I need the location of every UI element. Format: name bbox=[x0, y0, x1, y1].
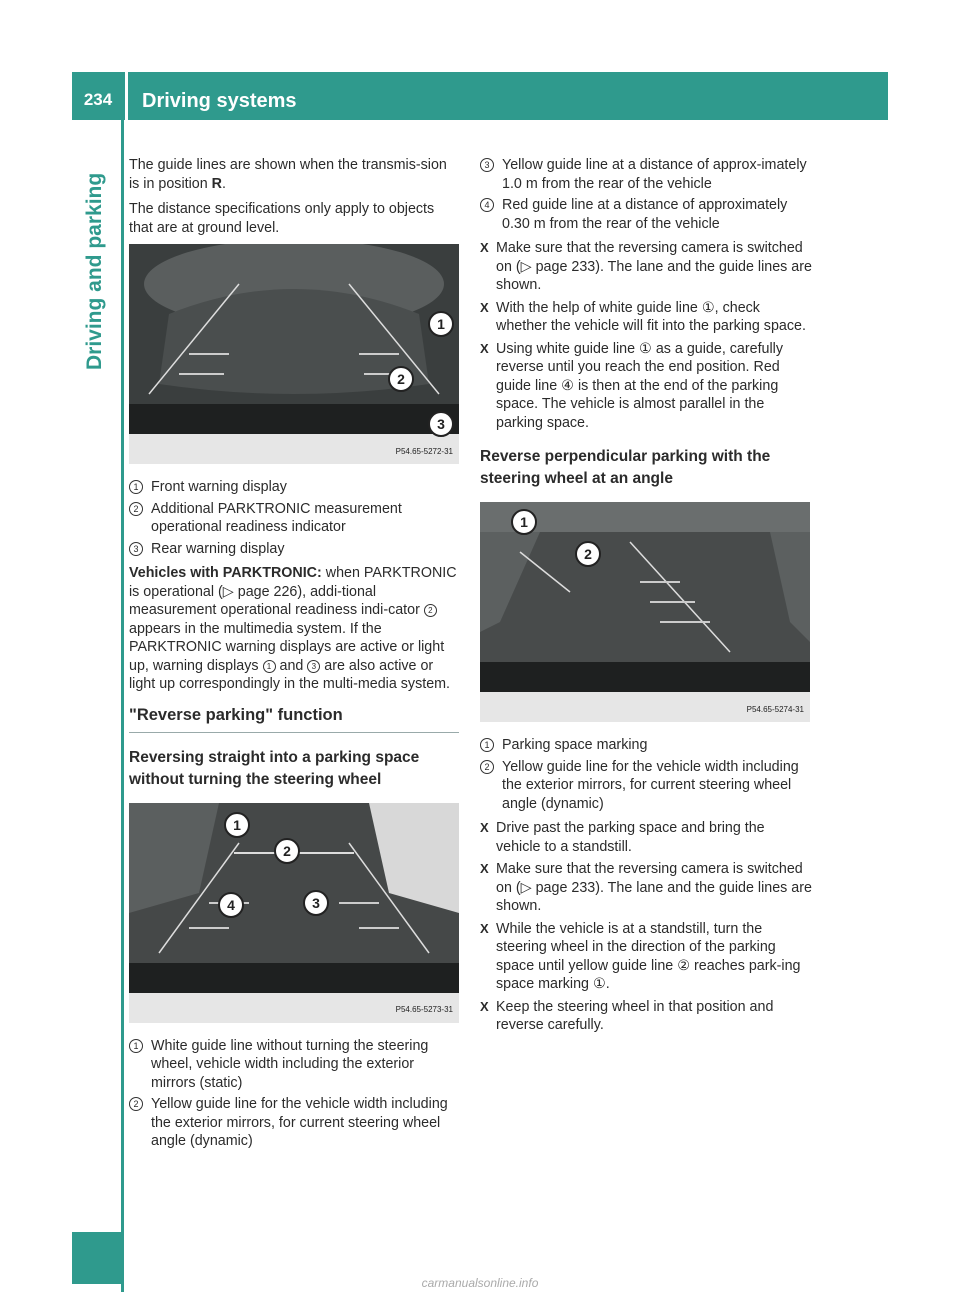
right-column bbox=[480, 156, 812, 1039]
legend-text: Rear warning display bbox=[151, 540, 285, 557]
callout-2: 2 bbox=[584, 546, 592, 562]
legend-list-2 bbox=[129, 1037, 459, 1151]
legend-number: 2 bbox=[129, 1097, 143, 1111]
camera-image-2 bbox=[129, 803, 459, 1023]
subsection-title: Reverse perpendicular parking with the steering wheel at an angle bbox=[480, 448, 771, 487]
legend-item bbox=[129, 540, 459, 559]
page-number: 234 bbox=[83, 90, 113, 109]
gear-position: R bbox=[211, 175, 222, 192]
intro-paragraph: The guide lines are shown when the transmis-sion is in position R. bbox=[129, 157, 447, 192]
parktronic-label: Vehicles with PARKTRONIC: bbox=[129, 565, 322, 581]
legend-item bbox=[129, 1095, 459, 1151]
callout-3: 3 bbox=[312, 894, 320, 911]
instruction-step: X Keep the steering wheel in that position and reverse carefully. bbox=[480, 998, 812, 1035]
figure-code: P54.65-5273-31 bbox=[395, 1005, 453, 1014]
callout-3: 3 bbox=[437, 416, 445, 432]
parktronic-text-d: and bbox=[275, 657, 308, 674]
legend-number: 3 bbox=[129, 542, 143, 556]
inline-callout-3: 3 bbox=[307, 660, 320, 673]
callout-1: 1 bbox=[520, 514, 528, 530]
section-title: "Reverse parking" function bbox=[129, 704, 459, 733]
legend-item bbox=[480, 156, 812, 193]
instruction-step: X With the help of white guide line ①, check whether the vehicle will fit into the parking space. bbox=[480, 299, 812, 336]
camera-image-3 bbox=[480, 502, 810, 722]
figure-code: P54.65-5274-31 bbox=[746, 704, 804, 714]
legend-text: Yellow guide line for the vehicle width including the exterior mirrors, for current steering wheel angle (dynamic) bbox=[151, 1096, 448, 1149]
legend-item bbox=[129, 478, 459, 497]
parktronic-text-b: page 226), addi-tional measurement operational readiness indi-cator bbox=[129, 583, 424, 618]
instruction-step: X Using white guide line ① as a guide, carefully reverse until you reach the end position. Red guide line ④ is then at the end of the parking space. The vehicle is almost parallel in the parking space. bbox=[480, 340, 812, 433]
instruction-step: X Drive past the parking space and bring the vehicle to a standstill. bbox=[480, 819, 812, 856]
legend-text: Yellow guide line for the vehicle width including the exterior mirrors, for current steering wheel angle (dynamic) bbox=[502, 758, 799, 812]
callout-2: 2 bbox=[397, 371, 405, 387]
steps-list-2 bbox=[480, 819, 812, 1035]
subsection-title: Reversing straight into a parking space without turning the steering wheel bbox=[129, 748, 420, 788]
legend-item bbox=[480, 736, 812, 755]
instruction-step: X While the vehicle is at a standstill, turn the steering wheel in the direction of the parking space until yellow guide line ② reaches park-ing space marking ①. bbox=[480, 920, 812, 994]
legend-item bbox=[480, 758, 812, 814]
legend-number: 2 bbox=[480, 760, 494, 774]
instruction-step: X Make sure that the reversing camera is switched on (▷ page 233). The lane and the guide lines are shown. bbox=[480, 239, 812, 295]
legend-number: 2 bbox=[129, 502, 143, 516]
figure-code: P54.65-5272-31 bbox=[395, 446, 453, 456]
header-divider bbox=[125, 72, 128, 120]
parktronic-text-c: appears in the multimedia system. If the PARKTRONIC warning displays are active or light up, warning displays bbox=[129, 620, 445, 674]
inline-callout-2: 2 bbox=[424, 604, 437, 617]
legend-text: Additional PARKTRONIC measurement operational readiness indicator bbox=[151, 500, 402, 535]
watermark-footer: carmanualsonline.info bbox=[421, 1276, 539, 1290]
parktronic-text-a: when PARKTRONIC is operational ( bbox=[129, 565, 457, 600]
legend-list-3 bbox=[480, 736, 812, 813]
camera-image-1 bbox=[129, 244, 459, 464]
legend-item bbox=[480, 196, 812, 233]
legend-number: 1 bbox=[129, 1039, 143, 1053]
legend-number: 4 bbox=[480, 198, 494, 212]
inline-callout-1: 1 bbox=[263, 660, 276, 673]
legend-text: Red guide line at a distance of approximately 0.30 m from the rear of the vehicle bbox=[502, 197, 788, 232]
legend-item bbox=[129, 500, 459, 537]
side-chapter-text: Driving and parking bbox=[83, 172, 106, 370]
callout-1: 1 bbox=[233, 816, 241, 833]
instruction-step: X Make sure that the reversing camera is switched on (▷ page 233). The lane and the guide lines are shown. bbox=[480, 860, 812, 916]
left-column bbox=[129, 156, 459, 1154]
legend-text: Yellow guide line at a distance of approx-imately 1.0 m from the rear of the vehicle bbox=[502, 157, 807, 192]
parktronic-text-e: are also active or light up correspondingly in the multi-media system. bbox=[129, 657, 451, 692]
legend-list-1 bbox=[129, 478, 459, 558]
callout-4: 4 bbox=[227, 896, 235, 913]
legend-number: 1 bbox=[480, 738, 494, 752]
callout-1: 1 bbox=[437, 316, 445, 332]
callout-2: 2 bbox=[283, 842, 291, 859]
steps-list-1 bbox=[480, 239, 812, 432]
legend-item bbox=[129, 1037, 459, 1093]
parktronic-paragraph: Vehicles with PARKTRONIC: when PARKTRONIC is operational (▷ page 226), addi-tional measurement operational readiness indi-cator 2 appears in the multimedia system. If the PARKTRONIC warning displays are active or light up, warning displays 1 and 3 are also active or light up correspondingly in the multi-media system. bbox=[129, 565, 457, 692]
legend-number: 1 bbox=[129, 480, 143, 494]
legend-list-1-continued bbox=[480, 156, 812, 233]
legend-text: Front warning display bbox=[151, 479, 287, 495]
legend-number: 3 bbox=[480, 158, 494, 172]
legend-text: White guide line without turning the steering wheel, vehicle width including the exterior mirrors (static) bbox=[151, 1037, 429, 1091]
legend-text: Parking space marking bbox=[502, 737, 648, 753]
intro-text: The guide lines are shown when the transmis-sion is in position bbox=[129, 157, 447, 192]
distance-note: The distance specifications only apply to objects that are at ground level. bbox=[129, 201, 435, 236]
page-title: Driving systems bbox=[142, 90, 297, 112]
